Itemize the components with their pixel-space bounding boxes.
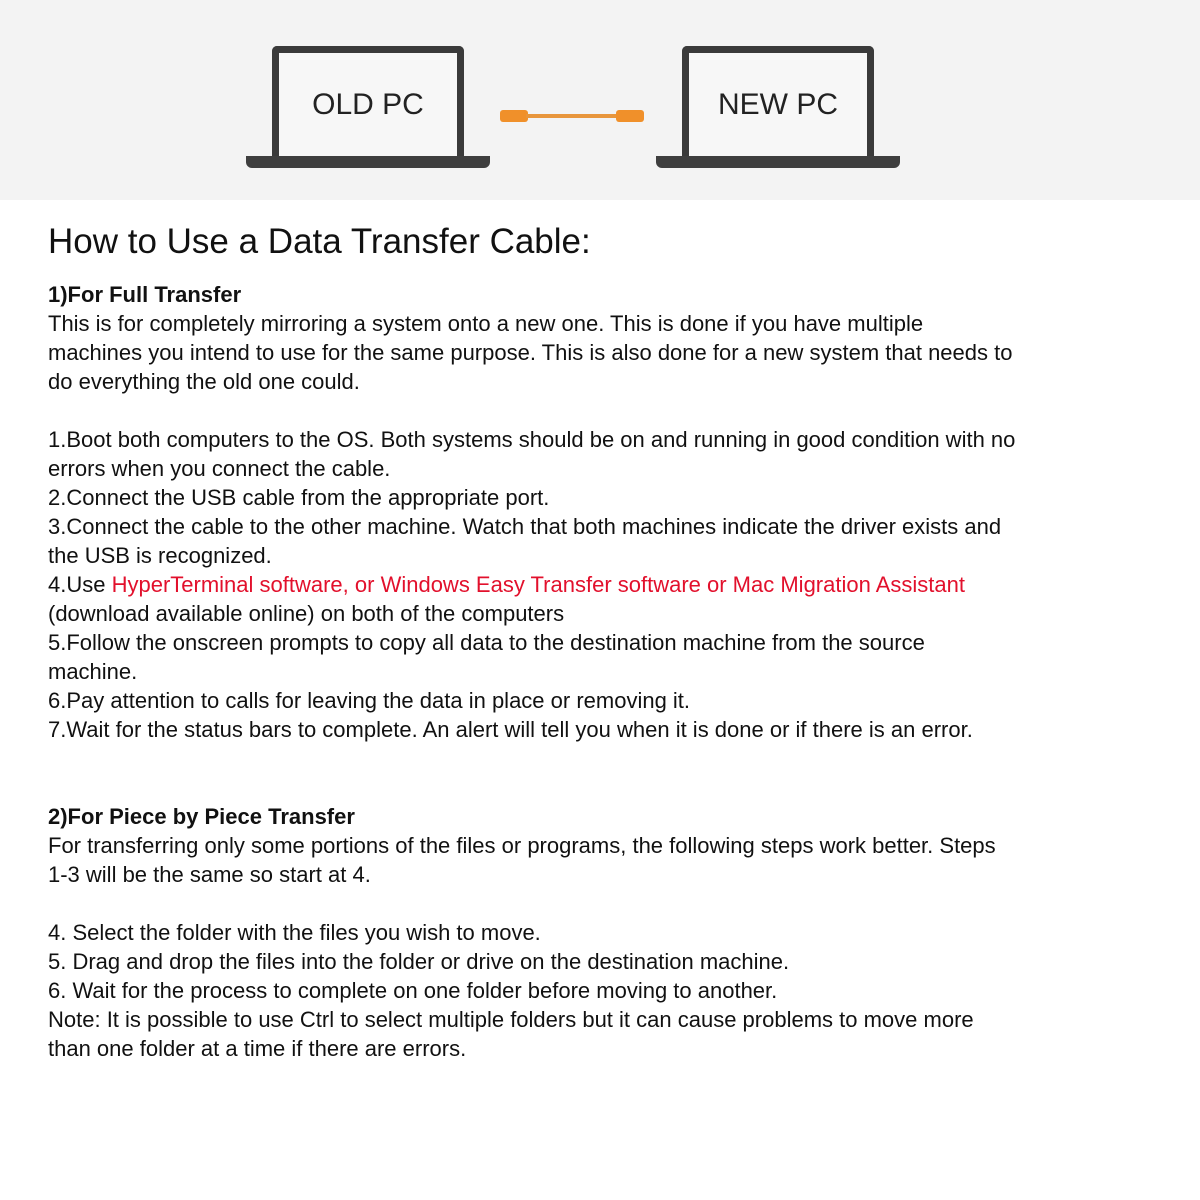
cable-plug	[616, 110, 644, 122]
step-line: machine.	[48, 659, 138, 684]
step-line: 7.Wait for the status bars to complete. An alert will tell you when it is done or if there is an error.	[48, 717, 973, 742]
text-line: do everything the old one could.	[48, 369, 360, 394]
cable-plug	[500, 110, 528, 122]
laptop-base	[246, 156, 490, 168]
blank-line	[48, 744, 1015, 773]
text-line: This is for completely mirroring a system onto a new one. This is done if you have multiple	[48, 311, 924, 336]
note-line: than one folder at a time if there are errors.	[48, 1036, 467, 1061]
step-line: 3.Connect the cable to the other machine. Watch that both machines indicate the driver exists and	[48, 514, 1002, 539]
step-line: errors when you connect the cable.	[48, 456, 391, 481]
text-line: For transferring only some portions of the files or programs, the following steps work better. Steps	[48, 833, 996, 858]
section-heading: 2)For Piece by Piece Transfer	[48, 804, 355, 829]
section-heading: 1)For Full Transfer	[48, 282, 242, 307]
step-line: 6.Pay attention to calls for leaving the data in place or removing it.	[48, 688, 691, 713]
software-highlight: HyperTerminal software, or Windows Easy Transfer software or Mac Migration Assistant	[111, 572, 965, 597]
step-line: 5.Follow the onscreen prompts to copy all data to the destination machine from the source	[48, 630, 925, 655]
step-line: 5. Drag and drop the files into the folder or drive on the destination machine.	[48, 949, 790, 974]
usb-cable-icon	[500, 110, 644, 122]
old-pc-laptop-icon	[246, 46, 490, 168]
page-title: How to Use a Data Transfer Cable:	[48, 222, 591, 261]
new-pc-laptop-icon	[656, 46, 900, 168]
note-line: Note: It is possible to use Ctrl to select multiple folders but it can cause problems to move more	[48, 1007, 974, 1032]
blank-line	[48, 889, 1015, 918]
old-pc-label: OLD PC	[272, 46, 464, 156]
cable-wire	[526, 114, 618, 118]
transfer-diagram	[0, 0, 1200, 200]
step-4-line	[48, 570, 1015, 599]
text-line: machines you intend to use for the same purpose. This is also done for a new system that needs to	[48, 340, 1013, 365]
step-line: the USB is recognized.	[48, 543, 272, 568]
blank-line	[48, 396, 1015, 425]
blank-line	[48, 773, 1015, 802]
step-line: (download available online) on both of the computers	[48, 601, 565, 626]
step-4-prefix: 4.Use	[48, 572, 112, 597]
laptop-base	[656, 156, 900, 168]
step-line: 1.Boot both computers to the OS. Both systems should be on and running in good condition with no	[48, 427, 1016, 452]
instructions	[48, 280, 1015, 1063]
new-pc-label: NEW PC	[682, 46, 874, 156]
text-line: 1-3 will be the same so start at 4.	[48, 862, 371, 887]
step-line: 2.Connect the USB cable from the appropriate port.	[48, 485, 550, 510]
step-line: 6. Wait for the process to complete on one folder before moving to another.	[48, 978, 778, 1003]
step-line: 4. Select the folder with the files you wish to move.	[48, 920, 541, 945]
